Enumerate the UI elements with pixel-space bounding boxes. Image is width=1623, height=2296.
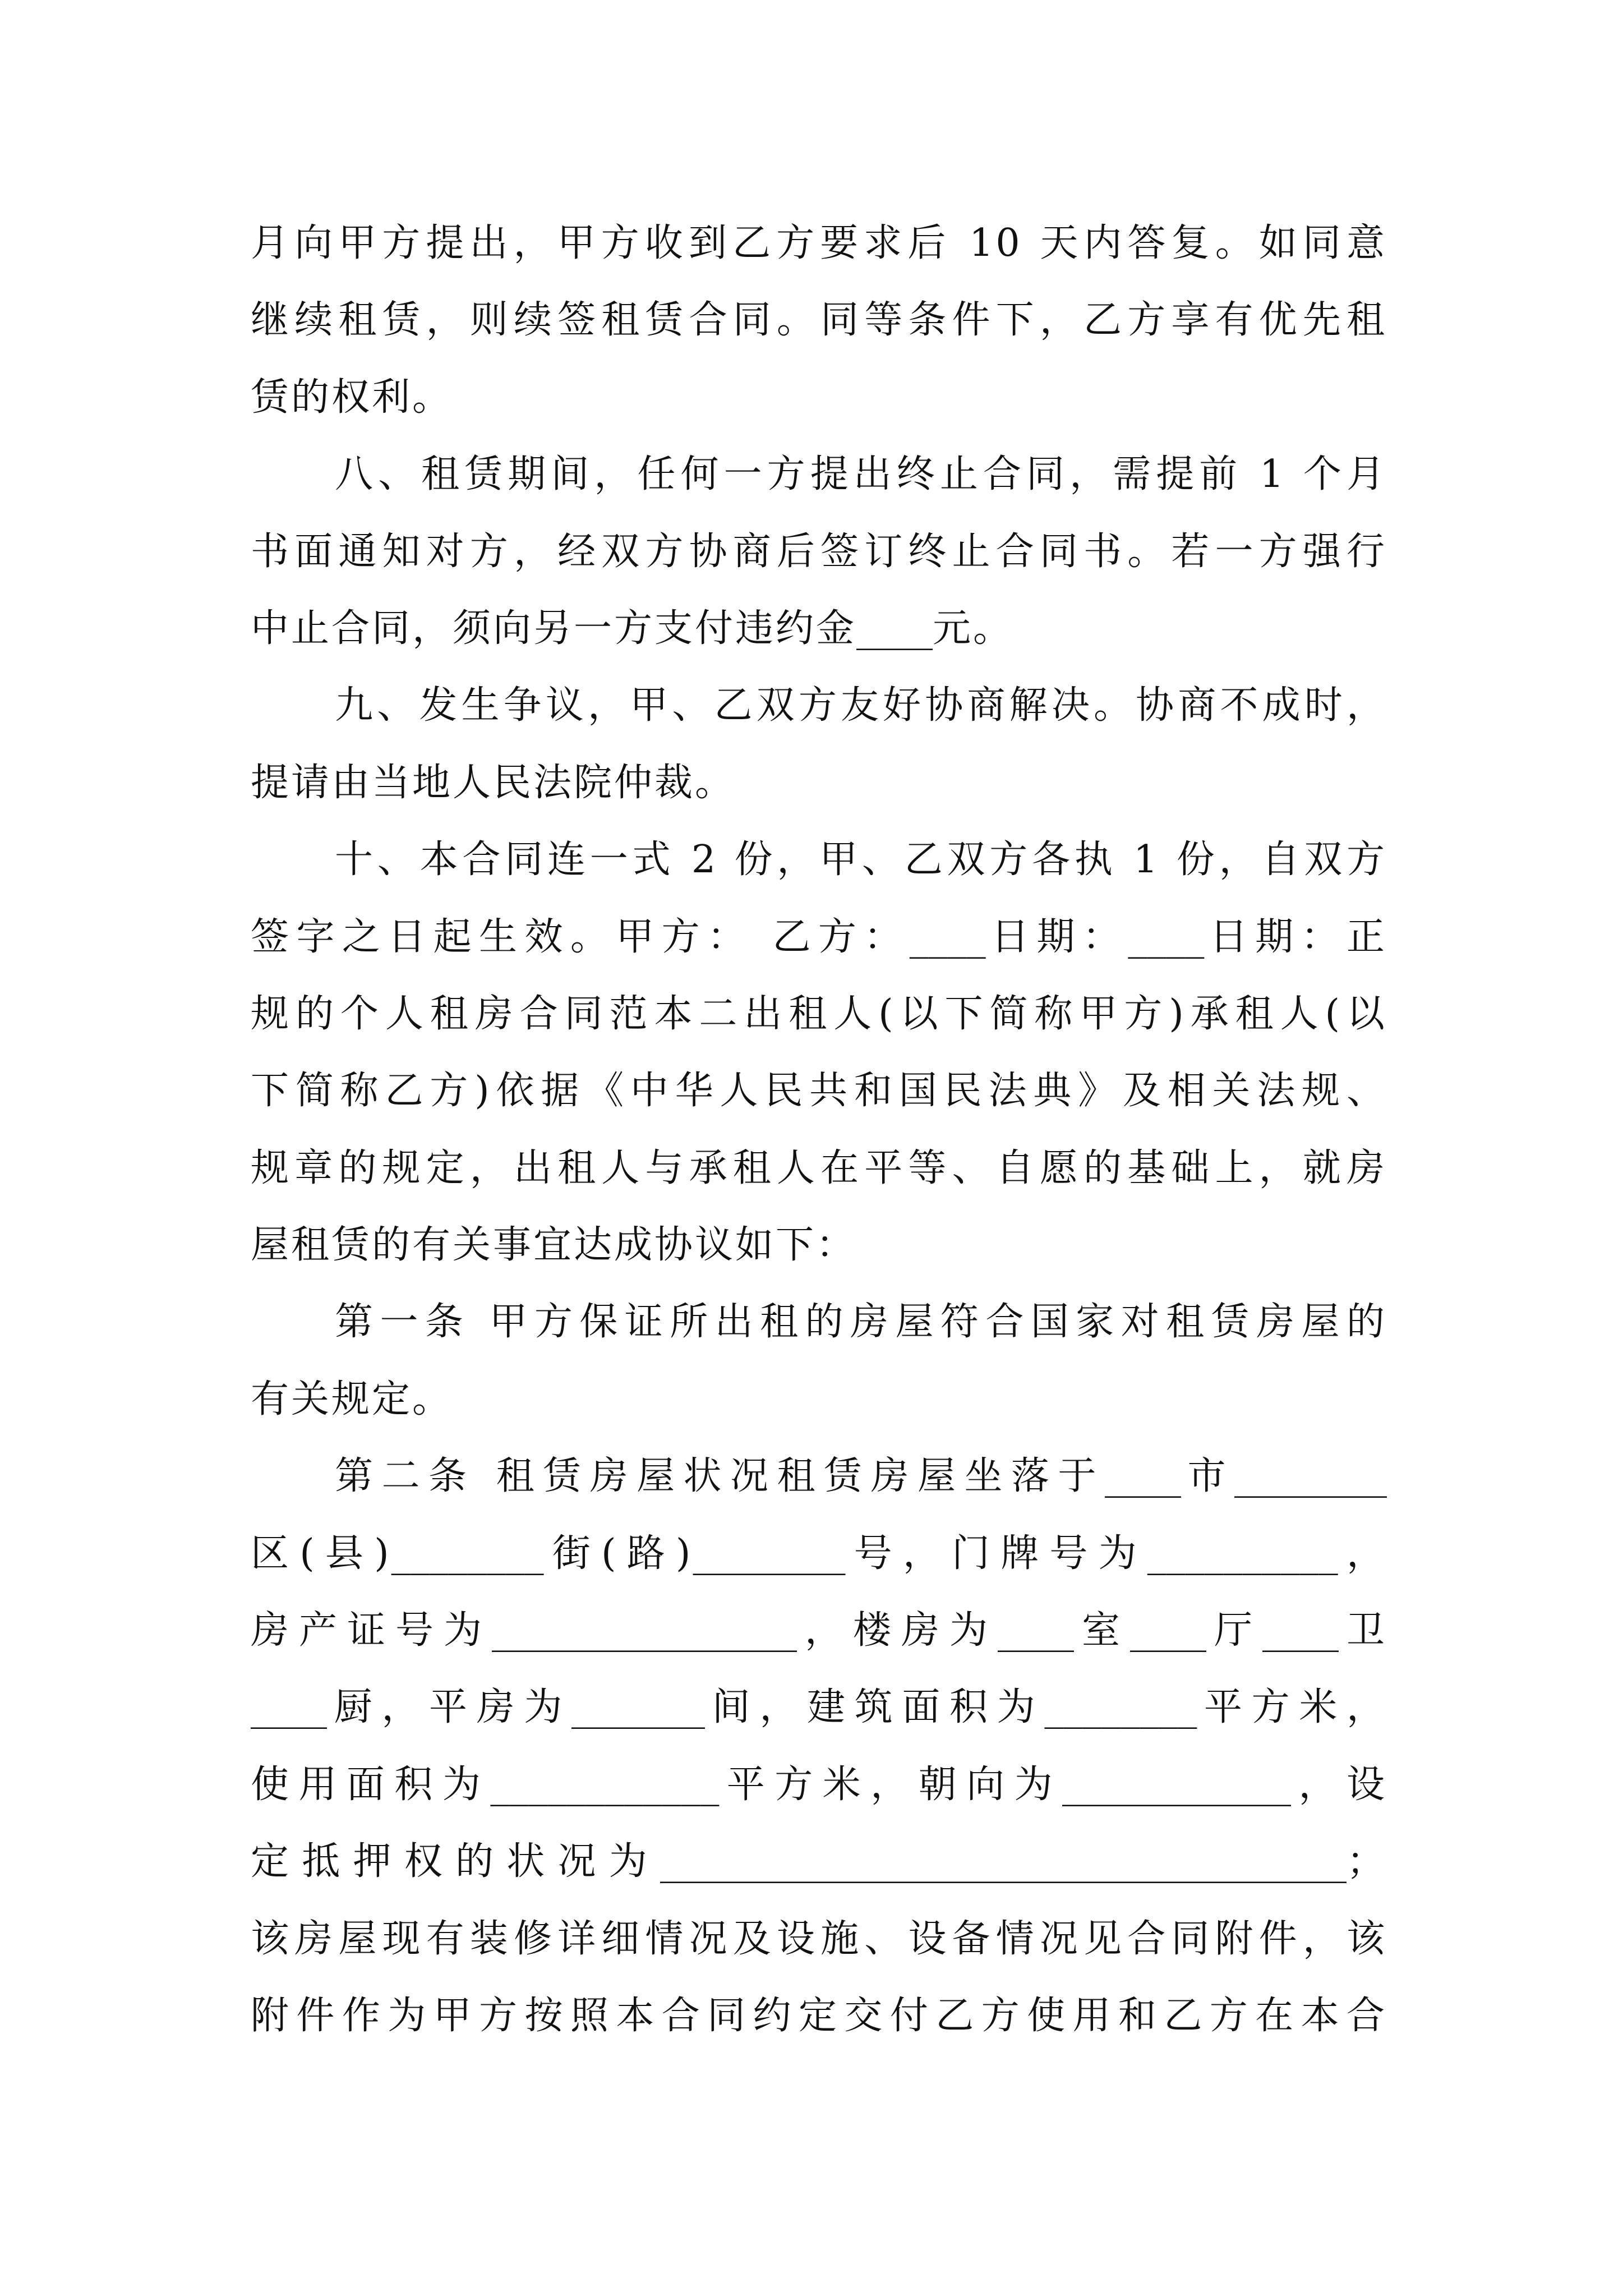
article-1-compliance	[251, 1283, 1387, 1438]
blank-field: ____________	[1062, 1762, 1292, 1807]
clause-10-copies-and-preamble	[251, 821, 1387, 1283]
text-line: 有关规定。	[251, 1377, 453, 1421]
text-line: 第一条 甲方保证所出租的房屋符合国家对租赁房屋的	[335, 1300, 1387, 1345]
blank-field: ________________	[491, 1608, 797, 1653]
blank-field: ____	[1128, 914, 1205, 959]
text-line: 规章的规定，出租人与承租人在平等、自愿的基础上，就房	[251, 1145, 1387, 1190]
text-line: 定抵押权的状况为____________________________________；	[251, 1823, 1387, 1900]
blank-field: ____	[1262, 1608, 1339, 1653]
text-line: 房产证号为________________，楼房为____室____厅____卫	[251, 1592, 1387, 1669]
blank-field: ________	[1044, 1685, 1197, 1730]
text-line: 签字之日起生效。甲方： 乙方：____日期：____日期：正	[251, 899, 1387, 976]
blank-field: ________	[391, 1531, 544, 1576]
blank-field: ____	[909, 914, 986, 959]
text-line: 第二条 租赁房屋状况租赁房屋坐落于____市________	[251, 1438, 1387, 1515]
text-line: 书面通知对方，经双方协商后签订终止合同书。若一方强行	[251, 529, 1387, 574]
blank-field: ____	[251, 1685, 327, 1730]
text-line: 下简称乙方)依据《中华人民共和国民法典》及相关法规、	[251, 1069, 1387, 1114]
blank-field: _______	[571, 1685, 705, 1730]
blank-field: ________	[693, 1531, 846, 1576]
blank-field: ____________	[490, 1762, 720, 1807]
blank-field: ____	[1129, 1608, 1206, 1653]
clause-8-termination	[251, 436, 1387, 667]
blank-field: ____	[1105, 1454, 1181, 1499]
text-line: ____厨，平房为_______间，建筑面积为________平方米，	[251, 1669, 1387, 1746]
article-2-property-status	[251, 1438, 1387, 2054]
blank-field: ____	[856, 606, 933, 651]
contract-body	[251, 205, 1387, 2054]
clause-9-disputes	[251, 667, 1387, 821]
blank-field: ____________________________________	[660, 1839, 1347, 1884]
text-line: 赁的权利。	[251, 375, 453, 420]
text-line: 区(县)________街(路)________号，门牌号为__________，	[251, 1515, 1387, 1592]
text-line: 该房屋现有装修详细情况及设施、设备情况见合同附件，该	[251, 1916, 1387, 1961]
blank-field: ________	[1234, 1454, 1387, 1499]
paragraph-renewal-continuation	[251, 205, 1387, 436]
text-line: 十、本合同连一式 2 份，甲、乙双方各执 1 份，自双方	[335, 838, 1387, 882]
blank-field: ____	[997, 1608, 1074, 1653]
text-line: 附件作为甲方按照本合同约定交付乙方使用和乙方在本合	[251, 1993, 1387, 2038]
text-line: 九、发生争议，甲、乙双方友好协商解决。协商不成时，	[335, 683, 1387, 728]
text-line: 提请由当地人民法院仲裁。	[251, 760, 736, 805]
text-line: 使用面积为____________平方米，朝向为____________，设	[251, 1746, 1387, 1823]
text-line: 月向甲方提出，甲方收到乙方要求后 10 天内答复。如同意	[251, 221, 1387, 265]
text-line: 八、租赁期间，任何一方提出终止合同，需提前 1 个月	[335, 452, 1387, 497]
text-line: 中止合同，须向另一方支付违约金____元。	[251, 590, 1387, 667]
text-line: 规的个人租房合同范本二出租人(以下简称甲方)承租人(以	[251, 991, 1387, 1036]
text-line: 屋租赁的有关事宜达成协议如下：	[251, 1223, 857, 1268]
blank-field: __________	[1147, 1531, 1338, 1576]
text-line: 继续租赁，则续签租赁合同。同等条件下，乙方享有优先租	[251, 298, 1387, 343]
